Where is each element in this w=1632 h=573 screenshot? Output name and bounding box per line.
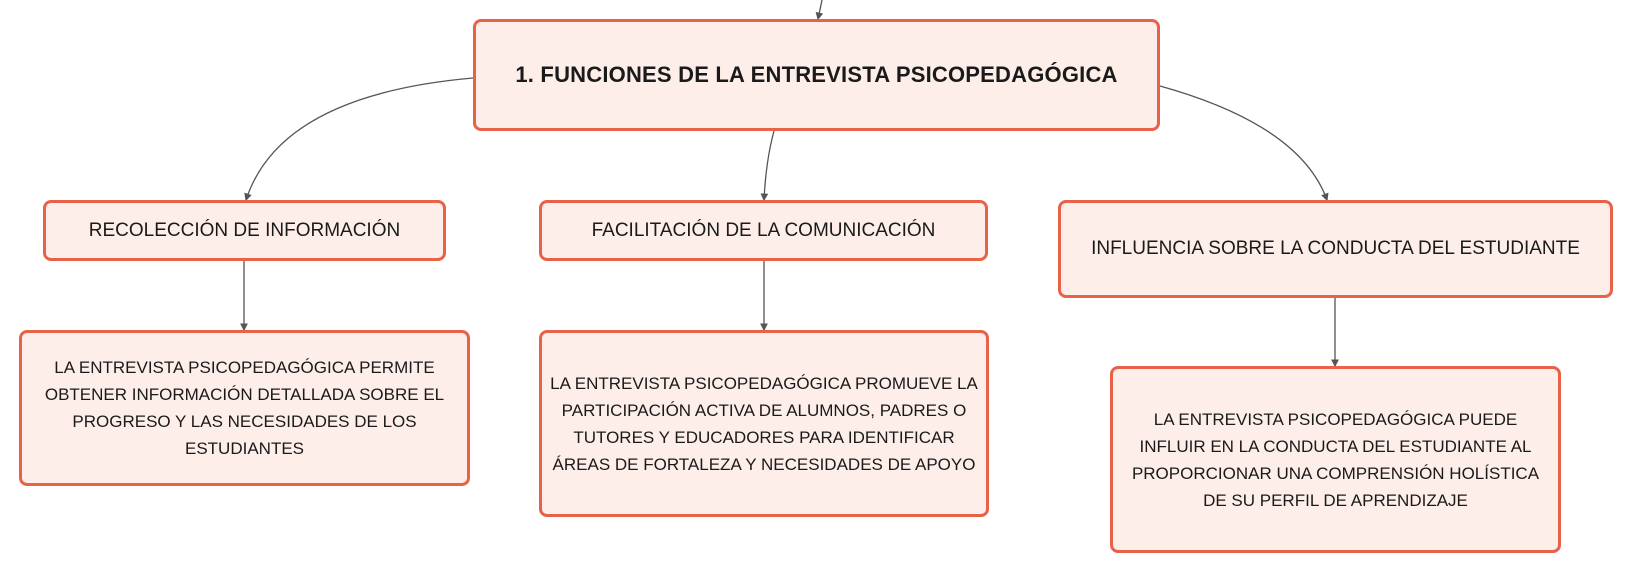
branch-label-influencia: INFLUENCIA SOBRE LA CONDUCTA DEL ESTUDIANTE — [1091, 238, 1580, 259]
connector-root-to-facilitacion — [764, 131, 774, 200]
detail-text-facilitacion: LA ENTREVISTA PSICOPEDAGÓGICA PROMUEVE LA PARTICIPACIÓN ACTIVA DE ALUMNOS, PADRES O TUTORES Y EDUCADORES PARA IDENTIFICAR ÁREAS DE FORTALEZA Y NECESIDADES DE APOYO — [550, 373, 978, 474]
detail-text-influencia: LA ENTREVISTA PSICOPEDAGÓGICA PUEDE INFLUIR EN LA CONDUCTA DEL ESTUDIANTE AL PROPORCIONAR UNA COMPRENSIÓN HOLÍSTICA DE SU PERFIL DE APRENDIZAJE — [1131, 409, 1540, 510]
branch-node-facilitacion[interactable] — [539, 200, 988, 261]
detail-node-influencia[interactable] — [1110, 366, 1561, 553]
root-topic-label: 1. FUNCIONES DE LA ENTREVISTA PSICOPEDAGÓGICA — [515, 62, 1118, 87]
branch-node-recoleccion[interactable] — [43, 200, 446, 261]
branch-label-recoleccion: RECOLECCIÓN DE INFORMACIÓN — [88, 219, 401, 241]
detail-text-recoleccion: LA ENTREVISTA PSICOPEDAGÓGICA PERMITE OBTENER INFORMACIÓN DETALLADA SOBRE EL PROGRESO Y LAS NECESIDADES DE LOS ESTUDIANTES — [44, 358, 445, 458]
branch-node-influencia[interactable] — [1058, 200, 1613, 298]
branch-label-facilitacion: FACILITACIÓN DE LA COMUNICACIÓN — [591, 219, 936, 241]
connector-root-to-recoleccion — [246, 78, 473, 200]
detail-node-recoleccion[interactable] — [19, 330, 470, 486]
connector-root-to-influencia — [1160, 86, 1327, 200]
root-topic-node[interactable] — [473, 19, 1160, 131]
detail-node-facilitacion[interactable] — [539, 330, 989, 517]
connector-parent-to-root — [818, 0, 822, 19]
